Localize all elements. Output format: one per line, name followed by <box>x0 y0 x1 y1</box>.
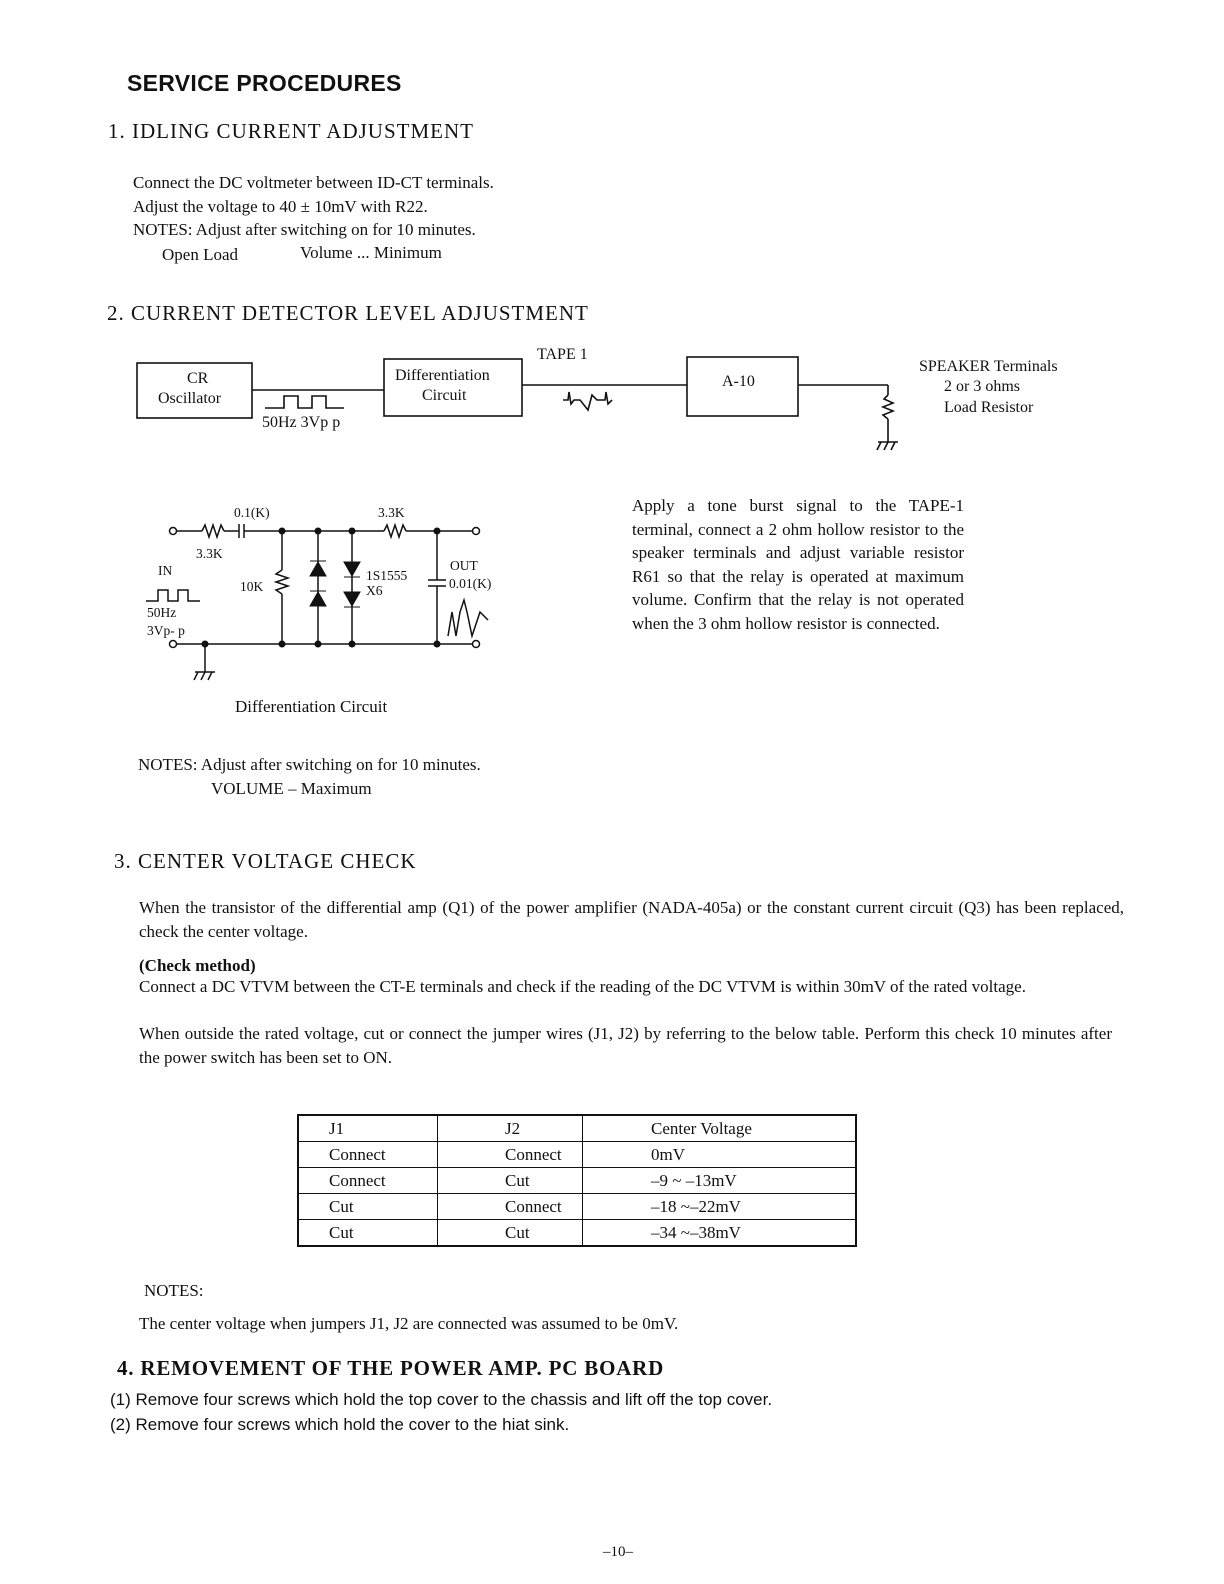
section1-line-1: Connect the DC voltmeter between ID-CT terminals. <box>133 173 494 192</box>
table-cell: Connect <box>438 1194 583 1220</box>
table-cell: Cut <box>298 1194 438 1220</box>
section3-notes-text: The center voltage when jumpers J1, J2 are connected was assumed to be 0mV. <box>139 1314 679 1333</box>
speaker-label-1: SPEAKER Terminals <box>919 358 1058 375</box>
section4-item-2: (2) Remove four screws which hold the cover to the hiat sink. <box>110 1415 570 1434</box>
table-header-row <box>298 1115 856 1142</box>
table-cell: Cut <box>438 1220 583 1247</box>
table-header-j2: J2 <box>438 1115 583 1142</box>
check-method-text: Connect a DC VTVM between the CT-E terminals and check if the reading of the DC VTVM is within 30mV of the rated voltage. <box>139 977 1026 996</box>
input-terminal-bottom <box>170 641 177 648</box>
volume-minimum-label: Volume ... Minimum <box>300 243 442 262</box>
resistor-10k <box>276 570 288 594</box>
diode-label: 1S1555 <box>366 568 408 583</box>
out-label: OUT <box>450 558 478 573</box>
section1-line-3: NOTES: Adjust after switching on for 10 minutes. <box>133 220 476 239</box>
table-cell: –18 ~–22mV <box>583 1194 857 1220</box>
table-cell: 0mV <box>583 1142 857 1168</box>
section1-line-2: Adjust the voltage to 40 ± 10mV with R22. <box>133 197 428 216</box>
oscillator-label: Oscillator <box>158 390 222 407</box>
resistor-3-3k <box>384 525 406 537</box>
table-cell: Connect <box>298 1168 438 1194</box>
table-cell: Cut <box>298 1220 438 1247</box>
output-terminal-bottom <box>473 641 480 648</box>
in-label: IN <box>158 563 173 578</box>
diff-label-1: Differentiation <box>395 367 490 384</box>
section3-heading: 3. CENTER VOLTAGE CHECK <box>114 849 417 873</box>
section3-intro: When the transistor of the differential amp (Q1) of the power amplifier (NADA-405a) or the constant current circuit (Q3) has been replaced, check the center voltage. <box>139 898 1124 941</box>
diff-label-2: Circuit <box>422 387 467 404</box>
resistor-0-1k <box>202 525 224 537</box>
table-row <box>298 1142 856 1168</box>
table-header-j1: J1 <box>298 1115 438 1142</box>
diode-3 <box>344 562 360 576</box>
output-spike-wave-icon <box>448 600 488 636</box>
open-load-label: Open Load <box>162 245 239 264</box>
section2-notes-1: NOTES: Adjust after switching on for 10 minutes. <box>138 755 481 774</box>
section2-heading: 2. CURRENT DETECTOR LEVEL ADJUSTMENT <box>107 301 589 325</box>
r3-label: 3.3K <box>196 546 223 561</box>
r2-label: 3.3K <box>378 505 405 520</box>
section4-item-1: (1) Remove four screws which hold the top cover to the chassis and lift off the top cover. <box>110 1390 773 1409</box>
circuit-caption: Differentiation Circuit <box>235 697 388 716</box>
check-method-text-2: When outside the rated voltage, cut or connect the jumper wires (J1, J2) by referring to the below table. Perform this check 10 minutes after the power switch has been set to ON. <box>139 1024 1112 1067</box>
page-number: –10– <box>603 1544 633 1560</box>
input-terminal-top <box>170 528 177 535</box>
table-cell: –9 ~ –13mV <box>583 1168 857 1194</box>
cap-label: 0.01(K) <box>449 576 492 591</box>
section2-notes-2: VOLUME – Maximum <box>211 779 372 798</box>
diode-1 <box>310 562 326 576</box>
table-cell: Connect <box>438 1142 583 1168</box>
table-cell: –34 ~–38mV <box>583 1220 857 1247</box>
speaker-label-3: Load Resistor <box>944 399 1034 416</box>
input-square-wave-icon <box>146 590 200 601</box>
table-row <box>298 1220 856 1247</box>
diode-2 <box>310 592 326 606</box>
table-cell: Connect <box>298 1142 438 1168</box>
cr-label: CR <box>187 370 209 387</box>
table-cell: Cut <box>438 1168 583 1194</box>
r1-label: 0.1(K) <box>234 505 270 520</box>
table-row <box>298 1194 856 1220</box>
page-title: SERVICE PROCEDURES <box>127 70 402 96</box>
output-terminal-top <box>473 528 480 535</box>
table-row <box>298 1168 856 1194</box>
freq-label: 50Hz <box>147 605 177 620</box>
speaker-label-2: 2 or 3 ohms <box>944 378 1020 395</box>
r4-label: 10K <box>240 579 264 594</box>
check-method-title: (Check method) <box>139 956 256 975</box>
signal-label: 50Hz 3Vp p <box>262 414 341 431</box>
table-header-center-voltage: Center Voltage <box>583 1115 857 1142</box>
section1-heading: 1. IDLING CURRENT ADJUSTMENT <box>108 119 474 143</box>
center-voltage-table <box>297 1114 857 1247</box>
diode-count-label: X6 <box>366 583 383 598</box>
diode-4 <box>344 592 360 606</box>
tape-label: TAPE 1 <box>537 346 588 363</box>
section2-instructions: Apply a tone burst signal to the TAPE-1 terminal, connect a 2 ohm hollow resistor to the speaker terminals and adjust variable resistor R61 so that the relay is operated at maximum volume. Confirm that the relay is not operated when the 3 ohm hollow resistor is connected. <box>632 496 964 633</box>
section3-notes-label: NOTES: <box>144 1281 204 1300</box>
vpp-label: 3Vp- p <box>147 623 185 638</box>
section4-heading: 4. REMOVEMENT OF THE POWER AMP. PC BOARD <box>117 1356 665 1380</box>
a10-label: A-10 <box>722 373 755 390</box>
